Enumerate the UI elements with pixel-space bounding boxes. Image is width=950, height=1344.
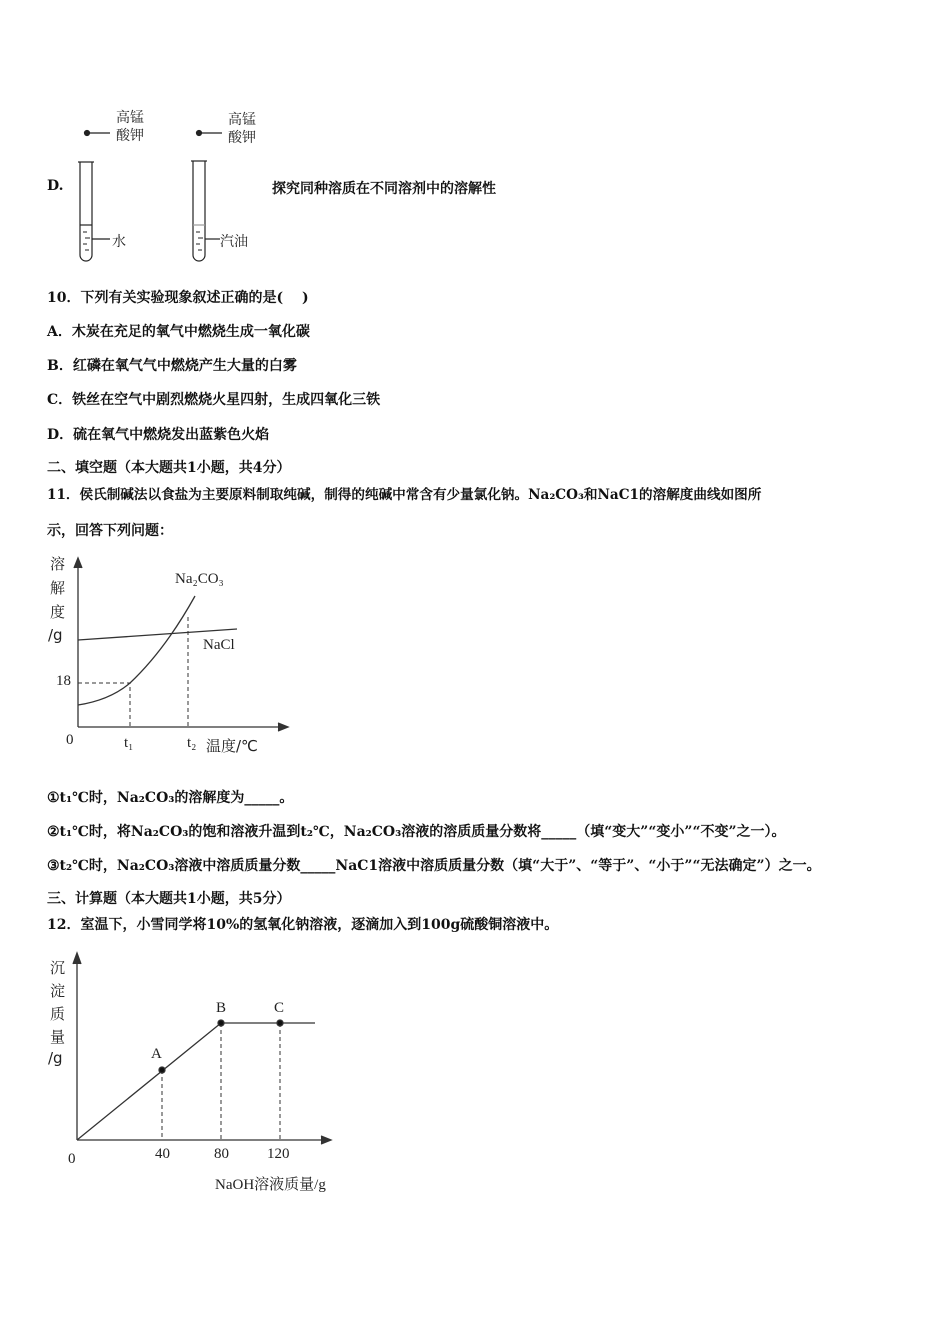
chart2-ylabel-3: 质 bbox=[50, 1005, 66, 1023]
point-c-label: C bbox=[274, 1000, 285, 1016]
q10-option-c: C．铁丝在空气中剧烈燃烧火星四射，生成四氧化三铁 bbox=[47, 392, 381, 408]
q11-sub-2: ②t₁℃时，将Na₂CO₃的饱和溶液升温到t₂℃，Na₂CO₃溶液的溶质质量分数将_____（填“变大”“变小”“不变”之一）。 bbox=[47, 824, 786, 840]
option-d-description: 探究同种溶质在不同溶剂中的溶解性 bbox=[272, 181, 496, 197]
data-line bbox=[77, 1023, 315, 1140]
x-tick-40: 40 bbox=[155, 1146, 170, 1162]
reagent-label-1: 高锰酸钾 bbox=[116, 110, 144, 144]
x-tick-80: 80 bbox=[214, 1146, 229, 1162]
q11-sub-1: ①t₁℃时，Na₂CO₃的溶解度为_____。 bbox=[47, 790, 294, 806]
chart2-ylabel-5: /g bbox=[48, 1049, 63, 1067]
q11-stem-1: 11．侯氏制碱法以食盐为主要原料制取纯碱，制得的纯碱中常含有少量氯化钠。Na₂CO₃和NaC1的溶解度曲线如图所 bbox=[47, 487, 762, 503]
point-b-label: B bbox=[216, 1000, 227, 1016]
option-d-label: D. bbox=[47, 178, 64, 194]
q10-option-b: B．红磷在氧气气中燃烧产生大量的白雾 bbox=[47, 358, 297, 374]
chart2-ylabel-4: 量 bbox=[50, 1028, 66, 1046]
x-tick-t2: t₂ bbox=[187, 735, 197, 751]
q12-stem: 12．室温下，小雪同学将10%的氢氧化钠溶液，逐滴加入到100g硫酸铜溶液中。 bbox=[47, 917, 559, 933]
chart1-ylabel-1: 溶 bbox=[50, 555, 66, 573]
q11-stem-2: 示，回答下列问题： bbox=[47, 523, 173, 539]
series-nacl-label: NaCl bbox=[203, 637, 235, 653]
point-a-label: A bbox=[151, 1046, 162, 1062]
series-na2co3-label: Na₂CO₃ bbox=[175, 571, 224, 587]
chart2-ylabel-1: 沉 bbox=[50, 959, 66, 977]
reagent-label-2a: 高锰 bbox=[228, 112, 256, 128]
section-3-heading: 三、计算题（本大题共1小题，共5分） bbox=[47, 891, 291, 907]
chart1-ylabel-4: /g bbox=[48, 626, 63, 644]
test-tube-water bbox=[78, 131, 110, 262]
chart2-origin: 0 bbox=[68, 1151, 76, 1167]
chart2-ylabel-2: 淀 bbox=[50, 982, 66, 1000]
origin-label: 0 bbox=[66, 732, 74, 748]
point-b bbox=[218, 1020, 224, 1026]
chart1-ylabel-2: 解 bbox=[50, 579, 66, 597]
solvent-gasoline: 汽油 bbox=[220, 234, 248, 250]
reagent-label-2b: 酸钾 bbox=[228, 130, 256, 146]
chart1-ylabel-3: 度 bbox=[50, 603, 66, 621]
x-tick-120: 120 bbox=[267, 1146, 290, 1162]
solvent-water: 水 bbox=[112, 234, 126, 250]
na2co3-curve bbox=[78, 596, 195, 705]
x-axis-label: 温度/℃ bbox=[206, 737, 258, 755]
chart2-x-axis-label: NaOH溶液质量/g bbox=[215, 1177, 326, 1193]
q11-sub-3: ③t₂℃时，Na₂CO₃溶液中溶质质量分数_____NaC1溶液中溶质质量分数（填“大于”、“等于”、“小于”“无法确定”）之一。 bbox=[47, 858, 821, 874]
test-tube-gasoline bbox=[191, 131, 222, 262]
precipitate-chart bbox=[73, 953, 331, 1144]
y-tick-18: 18 bbox=[56, 673, 71, 689]
point-a bbox=[159, 1067, 165, 1073]
point-c bbox=[277, 1020, 283, 1026]
section-2-heading: 二、填空题（本大题共1小题，共4分） bbox=[47, 460, 291, 476]
q10-stem: 10．下列有关实验现象叙述正确的是( ) bbox=[47, 290, 309, 306]
q10-option-d: D．硫在氧气中燃烧发出蓝紫色火焰 bbox=[47, 427, 270, 443]
q10-option-a: A．木炭在充足的氧气中燃烧生成一氧化碳 bbox=[47, 324, 310, 340]
x-tick-t1: t₁ bbox=[124, 735, 134, 751]
